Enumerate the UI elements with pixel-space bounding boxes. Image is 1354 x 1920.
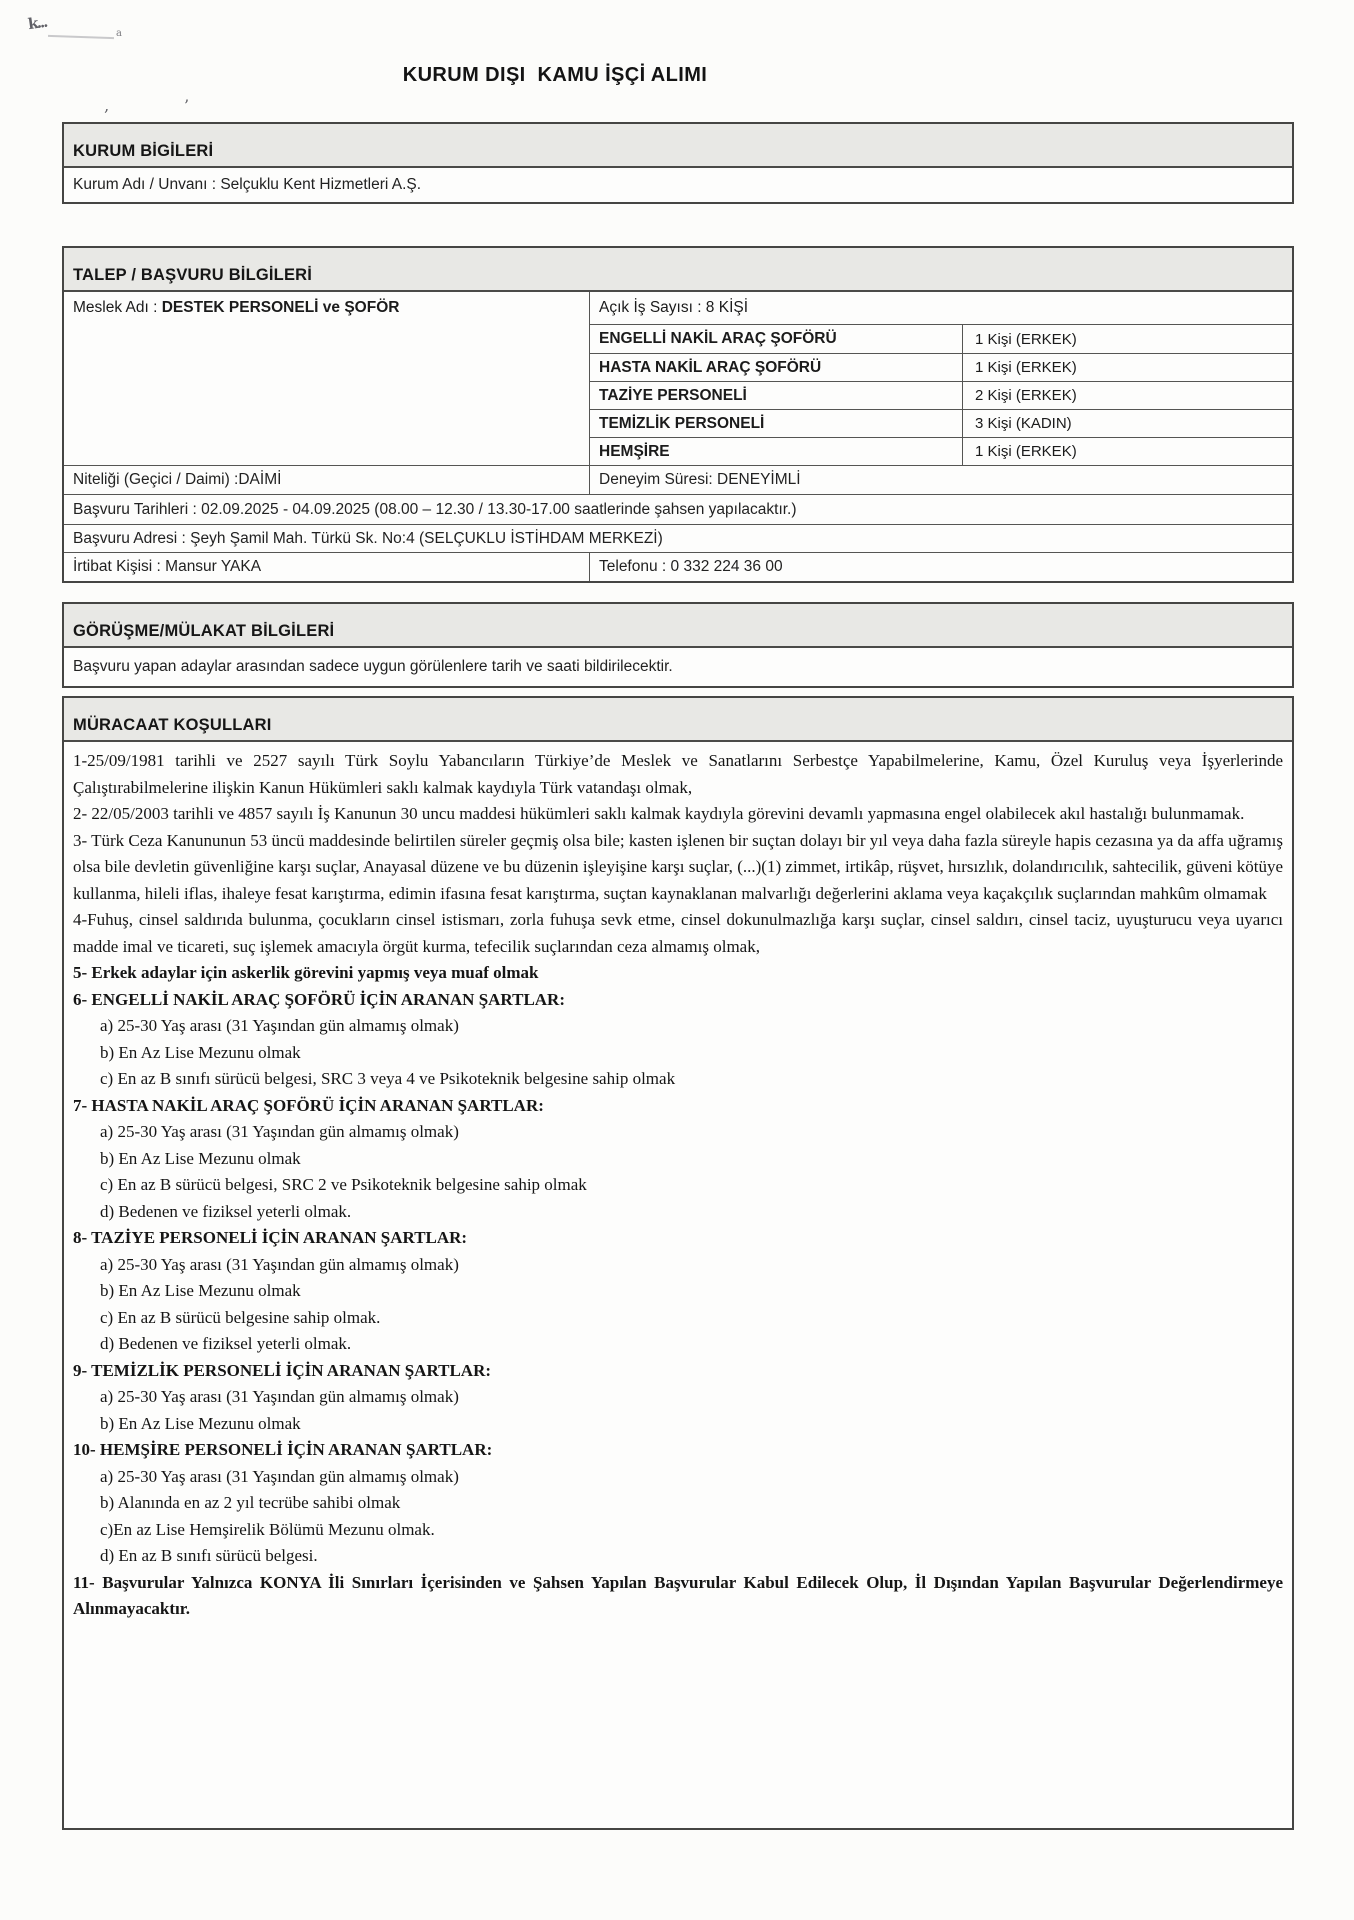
section-talep-basvuru [62,246,1294,583]
meslek-adi-label: Meslek Adı : [73,299,162,316]
basvuru-tarihleri-row: Başvuru Tarihleri : 02.09.2025 - 04.09.2025 (08.00 – 12.30 / 13.30-17.00 saatlerinde şahsen yapılacaktır.) [64,495,1292,525]
muracaat-item: b) En Az Lise Mezunu olmak [100,1413,301,1433]
scan-artifact: k... [26,12,48,34]
kurum-adi-row: Kurum Adı / Unvanı : Selçuklu Kent Hizmetleri A.Ş. [73,176,422,193]
position-count: 2 Kişi (ERKEK) [975,387,1077,404]
muracaat-item: 1-25/09/1981 tarihli ve 2527 sayılı Türk Soylu Yabancıların Türkiye’de Meslek ve Sanatlarını Serbestçe Yapabilmelerine, Kamu, Özel Kuruluş veya İşyerlerinde Çalıştırabilmelerine ilişkin Kanun Hükümleri saklı kalmak kaydıyla Türk vatandaşı olmak, [73,751,1283,797]
scan-artifact: ‚ [104,96,110,115]
muracaat-item: a) 25-30 Yaş arası (31 Yaşından gün almamış olmak) [100,1016,459,1035]
muracaat-item: d) En az B sınıfı sürücü belgesi. [100,1546,318,1565]
section-header-muracaat: MÜRACAAT KOŞULLARI [64,698,1292,742]
position-name: TEMİZLİK PERSONELİ [590,410,963,437]
position-row [590,437,1292,465]
position-count: 1 Kişi (ERKEK) [975,443,1077,460]
position-row [590,325,1292,353]
telefon-cell: Telefonu : 0 332 224 36 00 [599,558,783,575]
muracaat-item: 5- Erkek adaylar için askerlik görevini yapmış veya muaf olmak [73,963,539,982]
muracaat-item: 3- Türk Ceza Kanununun 53 üncü maddesinde belirtilen süreler geçmiş olsa bile; kasten işlenen bir suçtan dolayı bir yıl veya daha fazla süreyle hapis cezasına ya da affa uğramış olsa bile devletin güvenliğine karşı suçlar, Anayasal düzene ve bu düzenin işleyişine karşı suçlar, (...)(1) zimmet, irtikâp, rüşvet, hırsızlık, dolandırıcılık, sahtecilik, güveni kötüye kullanma, hileli iflas, ihaleye fesat karıştırma, edimin ifasına fesat karıştırma, suçtan kaynaklanan malvarlığı değerlerini aklama veya kaçakçılık suçlarından mahkûm olmamak [73,830,1283,903]
muracaat-item: 2- 22/05/2003 tarihli ve 4857 sayılı İş Kanunun 30 uncu maddesi hükümleri saklı kalmak kaydıyla görevini devamlı yapmasına engel olabilecek akıl hastalığı bulunmamak. [73,804,1245,823]
section-header-kurum: KURUM BİGİLERİ [64,124,1292,168]
scan-artifact: a [116,28,122,39]
deneyim-cell: Deneyim Süresi: DENEYİMLİ [599,471,801,488]
muracaat-item: b) En Az Lise Mezunu olmak [100,1148,301,1168]
position-count: 3 Kişi (KADIN) [975,415,1072,432]
section-gorusme-mulakat [62,602,1294,688]
muracaat-body [64,742,1292,1828]
muracaat-item: 8- TAZİYE PERSONELİ İÇİN ARANAN ŞARTLAR: [73,1228,468,1247]
basvuru-adresi-row: Başvuru Adresi : Şeyh Şamil Mah. Türkü Sk. No:4 (SELÇUKLU İSTİHDAM MERKEZİ) [64,525,1292,553]
muracaat-item: b) En Az Lise Mezunu olmak [100,1042,301,1062]
muracaat-item: b) Alanında en az 2 yıl tecrübe sahibi olmak [100,1493,401,1512]
muracaat-item: 9- TEMİZLİK PERSONELİ İÇİN ARANAN ŞARTLAR: [73,1360,492,1380]
meslek-ve-kadro-row [64,292,1292,466]
position-name: HEMŞİRE [590,438,963,465]
position-count: 1 Kişi (ERKEK) [975,359,1077,376]
meslek-adi-value: DESTEK PERSONELİ ve ŞOFÖR [161,299,400,316]
scan-artifact: ’ [184,96,190,115]
position-list [590,325,1292,465]
niteligi-cell: Niteliği (Geçici / Daimi) :DAİMİ [64,466,590,494]
section-muracaat-kosullari [62,696,1294,1830]
position-name: HASTA NAKİL ARAÇ ŞOFÖRÜ [590,354,963,381]
position-row [590,381,1292,409]
muracaat-item: 6- ENGELLİ NAKİL ARAÇ ŞOFÖRÜ İÇİN ARANAN ŞARTLAR: [73,989,565,1009]
muracaat-item: a) 25-30 Yaş arası (31 Yaşından gün almamış olmak) [100,1466,459,1486]
muracaat-item: c)En az Lise Hemşirelik Bölümü Mezunu olmak. [100,1519,435,1539]
muracaat-item: d) Bedenen ve fiziksel yeterli olmak. [100,1201,352,1221]
muracaat-item: a) 25-30 Yaş arası (31 Yaşından gün almamış olmak) [100,1122,459,1141]
page-title: KURUM DIŞI KAMU İŞÇİ ALIMI [402,64,708,86]
muracaat-item: c) En az B sınıfı sürücü belgesi, SRC 3 veya 4 ve Psikoteknik belgesine sahip olmak [100,1069,676,1088]
irtibat-telefon-row [64,553,1292,581]
muracaat-item: c) En az B sürücü belgesi, SRC 2 ve Psikoteknik belgesine sahip olmak [100,1175,587,1194]
section-kurum-bilgileri [62,122,1294,204]
muracaat-item: 7- HASTA NAKİL ARAÇ ŞOFÖRÜ İÇİN ARANAN ŞARTLAR: [73,1095,544,1115]
position-name: ENGELLİ NAKİL ARAÇ ŞOFÖRÜ [590,325,963,353]
scan-artifact [48,35,114,39]
muracaat-item: b) En Az Lise Mezunu olmak [100,1281,301,1300]
muracaat-item: d) Bedenen ve fiziksel yeterli olmak. [100,1334,352,1353]
muracaat-item: 4-Fuhuş, cinsel saldırıda bulunma, çocukların cinsel istismarı, zorla fuhuşa sevk etme, cinsel dokunulmazlığa karşı suçlar, cinsel saldırı, cinsel taciz, uyuşturucu veya uyarıcı madde imal ve ticareti, suç işlemek amacıyla örgüt kurma, tefecilik suçlarından ceza almamış olmak, [73,910,1283,956]
section-header-talep: TALEP / BAŞVURU BİLGİLERİ [64,248,1292,292]
muracaat-item: a) 25-30 Yaş arası (31 Yaşından gün almamış olmak) [100,1387,459,1406]
meslek-adi-cell [64,292,590,465]
section-header-gorusme: GÖRÜŞME/MÜLAKAT BİLGİLERİ [64,604,1292,648]
muracaat-item: a) 25-30 Yaş arası (31 Yaşından gün almamış olmak) [100,1254,459,1274]
acik-is-sayisi-row: Açık İş Sayısı : 8 KİŞİ [590,292,1292,325]
irtibat-kisisi-cell: İrtibat Kişisi : Mansur YAKA [64,553,590,581]
position-count: 1 Kişi (ERKEK) [975,330,1077,348]
muracaat-item: 11- Başvurular Yalnızca KONYA İli Sınırları İçerisinden ve Şahsen Yapılan Başvurular Kabul Edilecek Olup, İl Dışından Yapılan Başvurular Değerlendirmeye Alınmayacaktır. [73,1572,1283,1618]
position-row [590,409,1292,437]
kadro-area [590,292,1292,465]
muracaat-item: 10- HEMŞİRE PERSONELİ İÇİN ARANAN ŞARTLAR: [73,1440,493,1459]
muracaat-item: c) En az B sürücü belgesine sahip olmak. [100,1307,381,1327]
position-name: TAZİYE PERSONELİ [590,382,963,409]
gorusme-body-row: Başvuru yapan adaylar arasından sadece uygun görülenlere tarih ve saati bildirilecektir. [73,658,673,675]
niteligi-deneyim-row [64,466,1292,495]
position-row [590,353,1292,381]
